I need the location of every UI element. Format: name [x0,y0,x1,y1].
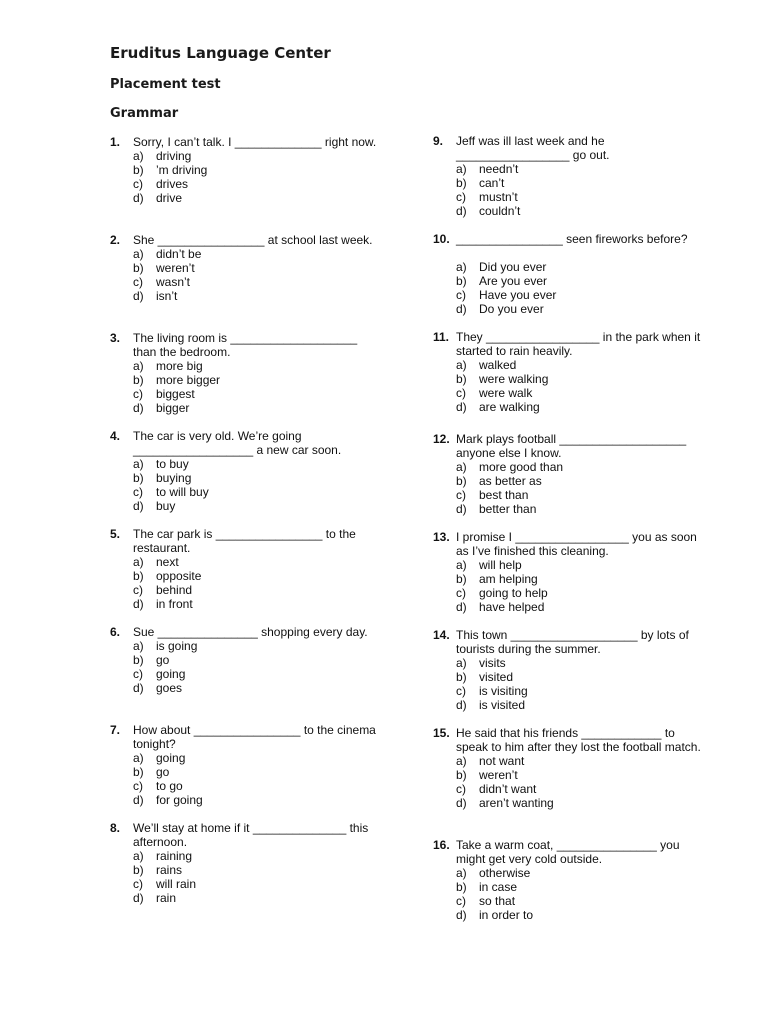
option-letter: b) [456,474,467,488]
option-text: next [156,555,179,569]
option-text: better than [479,502,537,516]
option-text: so that [479,894,516,908]
question-stem: How about ________________ to the cinema tonight? [133,723,380,751]
option-text: have helped [479,600,545,614]
option-text: were walking [479,372,549,386]
option-letter: d) [133,499,144,513]
option-letter: c) [133,177,143,191]
question-12 [433,432,733,516]
option-text: walked [479,358,517,372]
answer-options [456,866,733,922]
answer-option[interactable] [133,597,410,611]
option-letter: b) [456,880,467,894]
option-text: to buy [156,457,189,471]
answer-option[interactable] [133,751,410,765]
option-text: raining [156,849,193,863]
option-letter: d) [456,302,467,316]
question-stem: He said that his friends ____________ to speak to him after they lost the football match. [456,726,701,754]
option-letter: a) [133,457,144,471]
answer-option[interactable] [456,558,733,572]
option-letter: b) [133,373,144,387]
option-letter: d) [133,597,144,611]
option-text: buying [156,471,192,485]
question-stem: I promise I _________________ you as soon as I’ve finished this cleaning. [456,530,701,558]
answer-options [133,359,410,415]
option-letter: b) [133,261,144,275]
option-letter: b) [133,765,144,779]
question-number: 2. [110,233,121,247]
question-stem: Take a warm coat, _______________ you might get very cold outside. [456,838,683,866]
option-text: needn’t [479,162,519,176]
question-number: 16. [433,838,450,852]
question-number: 3. [110,331,121,345]
answer-options [456,656,733,712]
answer-option[interactable] [456,768,733,782]
option-text: are walking [479,400,540,414]
question-stem: Jeff was ill last week and he _________________ go out. [456,134,610,162]
option-letter: b) [456,274,467,288]
option-text: is visited [479,698,526,712]
answer-option[interactable] [133,387,410,401]
option-text: opposite [156,569,202,583]
question-stem: This town ___________________ by lots of tourists during the summer. [456,628,693,656]
answer-option[interactable] [456,162,733,176]
answer-option[interactable] [456,260,733,274]
option-text: Are you ever [479,274,548,288]
question-5 [110,527,410,611]
option-text: wasn’t [156,275,191,289]
option-letter: c) [456,386,466,400]
option-text: drive [156,191,183,205]
answer-option[interactable] [456,502,733,516]
option-letter: b) [456,768,467,782]
option-letter: c) [456,586,466,600]
option-letter: d) [133,191,144,205]
option-text: bigger [156,401,190,415]
question-stem: Mark plays football ___________________ anyone else I know. [456,432,690,460]
option-text: is visiting [479,684,528,698]
option-letter: d) [456,796,467,810]
option-letter: a) [456,460,467,474]
question-stem: We’ll stay at home if it ______________ this afternoon. [133,821,372,849]
answer-option[interactable] [133,499,410,513]
option-text: rains [156,863,183,877]
option-text: couldn’t [479,204,521,218]
option-text: Did you ever [479,260,547,274]
option-letter: c) [133,485,143,499]
answer-option[interactable] [456,754,733,768]
question-stem: ________________ seen fireworks before? [456,232,688,246]
question-8 [110,821,410,905]
question-number: 5. [110,527,121,541]
answer-options [133,751,410,807]
option-text: am helping [479,572,538,586]
answer-option[interactable] [133,149,410,163]
option-letter: a) [133,247,144,261]
option-letter: a) [133,639,144,653]
option-text: more big [156,359,203,373]
answer-option[interactable] [133,667,410,681]
option-text: as better as [479,474,542,488]
option-text: visited [479,670,514,684]
option-text: drives [156,177,189,191]
answer-option[interactable] [133,359,410,373]
option-letter: c) [456,782,466,796]
option-text: were walk [479,386,533,400]
question-stem: They _________________ in the park when it started to rain heavily. [456,330,704,358]
answer-option[interactable] [456,698,733,712]
question-3 [110,331,410,415]
answer-option[interactable] [456,474,733,488]
answer-option[interactable] [133,765,410,779]
option-letter: b) [456,670,467,684]
option-letter: d) [133,681,144,695]
answer-option[interactable] [456,358,733,372]
answer-option[interactable] [133,485,410,499]
option-letter: b) [133,569,144,583]
option-text: in case [479,880,518,894]
option-letter: a) [456,358,467,372]
option-letter: a) [456,260,467,274]
option-text: go [156,653,170,667]
option-text: mustn’t [479,190,518,204]
option-text: is going [156,639,198,653]
option-text: aren’t wanting [479,796,554,810]
option-letter: b) [456,176,467,190]
answer-option[interactable] [456,176,733,190]
answer-options [456,754,733,810]
answer-option[interactable] [133,779,410,793]
answer-option[interactable] [456,782,733,796]
option-text: more good than [479,460,564,474]
answer-option[interactable] [133,891,410,905]
answer-options [456,558,733,614]
option-text: goes [156,681,183,695]
question-number: 12. [433,432,450,446]
question-stem: The car park is ________________ to the restaurant. [133,527,360,555]
option-text: rain [156,891,177,905]
option-text: going [156,751,186,765]
answer-option[interactable] [456,670,733,684]
answer-option[interactable] [133,849,410,863]
option-text: behind [156,583,193,597]
option-text: more bigger [156,373,221,387]
answer-option[interactable] [133,247,410,261]
question-number: 7. [110,723,121,737]
answer-options [456,260,733,316]
option-letter: b) [133,653,144,667]
answer-option[interactable] [456,488,733,502]
option-text: best than [479,488,529,502]
answer-options [133,247,410,303]
option-text: going [156,667,186,681]
answer-option[interactable] [456,302,733,316]
option-letter: a) [456,866,467,880]
option-text: in front [156,597,193,611]
option-text: didn’t be [156,247,202,261]
answer-option[interactable] [456,460,733,474]
answer-option[interactable] [456,586,733,600]
option-letter: c) [456,488,466,502]
answer-option[interactable] [133,261,410,275]
question-number: 13. [433,530,450,544]
answer-option[interactable] [133,163,410,177]
option-text: weren’t [479,768,518,782]
answer-options [133,849,410,905]
option-text: ’m driving [156,163,208,177]
answer-option[interactable] [133,289,410,303]
question-number: 1. [110,135,121,149]
option-text: buy [156,499,176,513]
answer-option[interactable] [456,274,733,288]
option-text: visits [479,656,506,670]
option-letter: c) [456,894,466,908]
answer-option[interactable] [456,894,733,908]
answer-options [456,460,733,516]
option-text: to go [156,779,183,793]
answer-option[interactable] [133,877,410,891]
answer-option[interactable] [456,372,733,386]
option-text: weren’t [156,261,195,275]
question-stem: She ________________ at school last week. [133,233,373,247]
option-letter: c) [133,387,143,401]
question-stem: Sorry, I can’t talk. I _____________ right now. [133,135,377,149]
option-letter: a) [456,558,467,572]
answer-option[interactable] [133,471,410,485]
option-letter: c) [456,684,466,698]
question-stem: The car is very old. We’re going __________________ a new car soon. [133,429,342,457]
answer-option[interactable] [456,400,733,414]
question-stem: Sue _______________ shopping every day. [133,625,368,639]
option-text: not want [479,754,525,768]
option-letter: c) [133,583,143,597]
answer-option[interactable] [456,656,733,670]
question-14 [433,628,733,712]
option-letter: d) [133,401,144,415]
option-letter: c) [456,288,466,302]
answer-option[interactable] [133,275,410,289]
option-letter: d) [133,289,144,303]
question-13 [433,530,733,614]
answer-option[interactable] [133,793,410,807]
answer-option[interactable] [133,863,410,877]
answer-option[interactable] [456,190,733,204]
answer-option[interactable] [456,796,733,810]
option-letter: b) [133,163,144,177]
option-text: can’t [479,176,505,190]
answer-option[interactable] [133,401,410,415]
question-7 [110,723,410,807]
answer-options [133,555,410,611]
option-letter: d) [456,400,467,414]
question-15 [433,726,733,810]
option-text: go [156,765,170,779]
option-letter: c) [133,877,143,891]
option-letter: a) [133,359,144,373]
answer-option[interactable] [456,288,733,302]
question-11 [433,330,733,414]
test-title: Placement test [110,77,221,92]
question-number: 10. [433,232,450,246]
answer-options [456,162,733,218]
option-text: Have you ever [479,288,557,302]
option-letter: d) [456,502,467,516]
option-text: biggest [156,387,195,401]
answer-option[interactable] [133,555,410,569]
answer-option[interactable] [456,908,733,922]
option-text: Do you ever [479,302,544,316]
answer-options [133,149,410,205]
answer-options [133,639,410,695]
option-text: going to help [479,586,548,600]
question-number: 15. [433,726,450,740]
option-letter: d) [133,891,144,905]
answer-option[interactable] [133,653,410,667]
option-text: will rain [156,877,197,891]
question-1 [110,135,410,205]
option-letter: d) [456,600,467,614]
option-letter: b) [133,863,144,877]
answer-option[interactable] [456,600,733,614]
question-number: 8. [110,821,121,835]
question-number: 11. [433,330,450,344]
option-text: for going [156,793,203,807]
option-letter: b) [456,572,467,586]
option-letter: c) [133,667,143,681]
option-text: isn’t [156,289,178,303]
answer-option[interactable] [133,457,410,471]
answer-option[interactable] [133,583,410,597]
option-letter: d) [133,793,144,807]
option-text: otherwise [479,866,531,880]
answer-option[interactable] [456,880,733,894]
answer-option[interactable] [456,386,733,400]
option-letter: a) [133,555,144,569]
option-text: will help [479,558,522,572]
option-text: didn’t want [479,782,537,796]
option-text: to will buy [156,485,209,499]
question-number: 9. [433,134,444,148]
section-title: Grammar [110,106,179,121]
answer-option[interactable] [456,866,733,880]
option-letter: a) [133,149,144,163]
option-letter: a) [456,754,467,768]
answer-option[interactable] [133,373,410,387]
question-stem: The living room is ___________________ than the bedroom. [133,331,361,359]
option-letter: d) [456,908,467,922]
option-letter: a) [133,849,144,863]
answer-options [456,358,733,414]
answer-option[interactable] [456,572,733,586]
option-letter: b) [456,372,467,386]
option-letter: c) [133,275,143,289]
answer-option[interactable] [456,204,733,218]
option-letter: a) [456,656,467,670]
option-text: in order to [479,908,534,922]
question-number: 6. [110,625,121,639]
answer-option[interactable] [133,639,410,653]
answer-option[interactable] [133,681,410,695]
question-6 [110,625,410,695]
question-9 [433,134,733,218]
organization-title: Eruditus Language Center [110,44,331,62]
answer-options [133,457,410,513]
question-4 [110,429,410,513]
question-number: 4. [110,429,121,443]
answer-option[interactable] [133,191,410,205]
answer-option[interactable] [456,684,733,698]
question-10 [433,232,733,316]
option-text: driving [156,149,192,163]
option-letter: a) [456,162,467,176]
answer-option[interactable] [133,569,410,583]
option-letter: c) [456,190,466,204]
option-letter: b) [133,471,144,485]
option-letter: d) [456,698,467,712]
question-number: 14. [433,628,450,642]
question-16 [433,838,733,922]
option-letter: d) [456,204,467,218]
answer-option[interactable] [133,177,410,191]
question-2 [110,233,410,303]
option-letter: a) [133,751,144,765]
option-letter: c) [133,779,143,793]
